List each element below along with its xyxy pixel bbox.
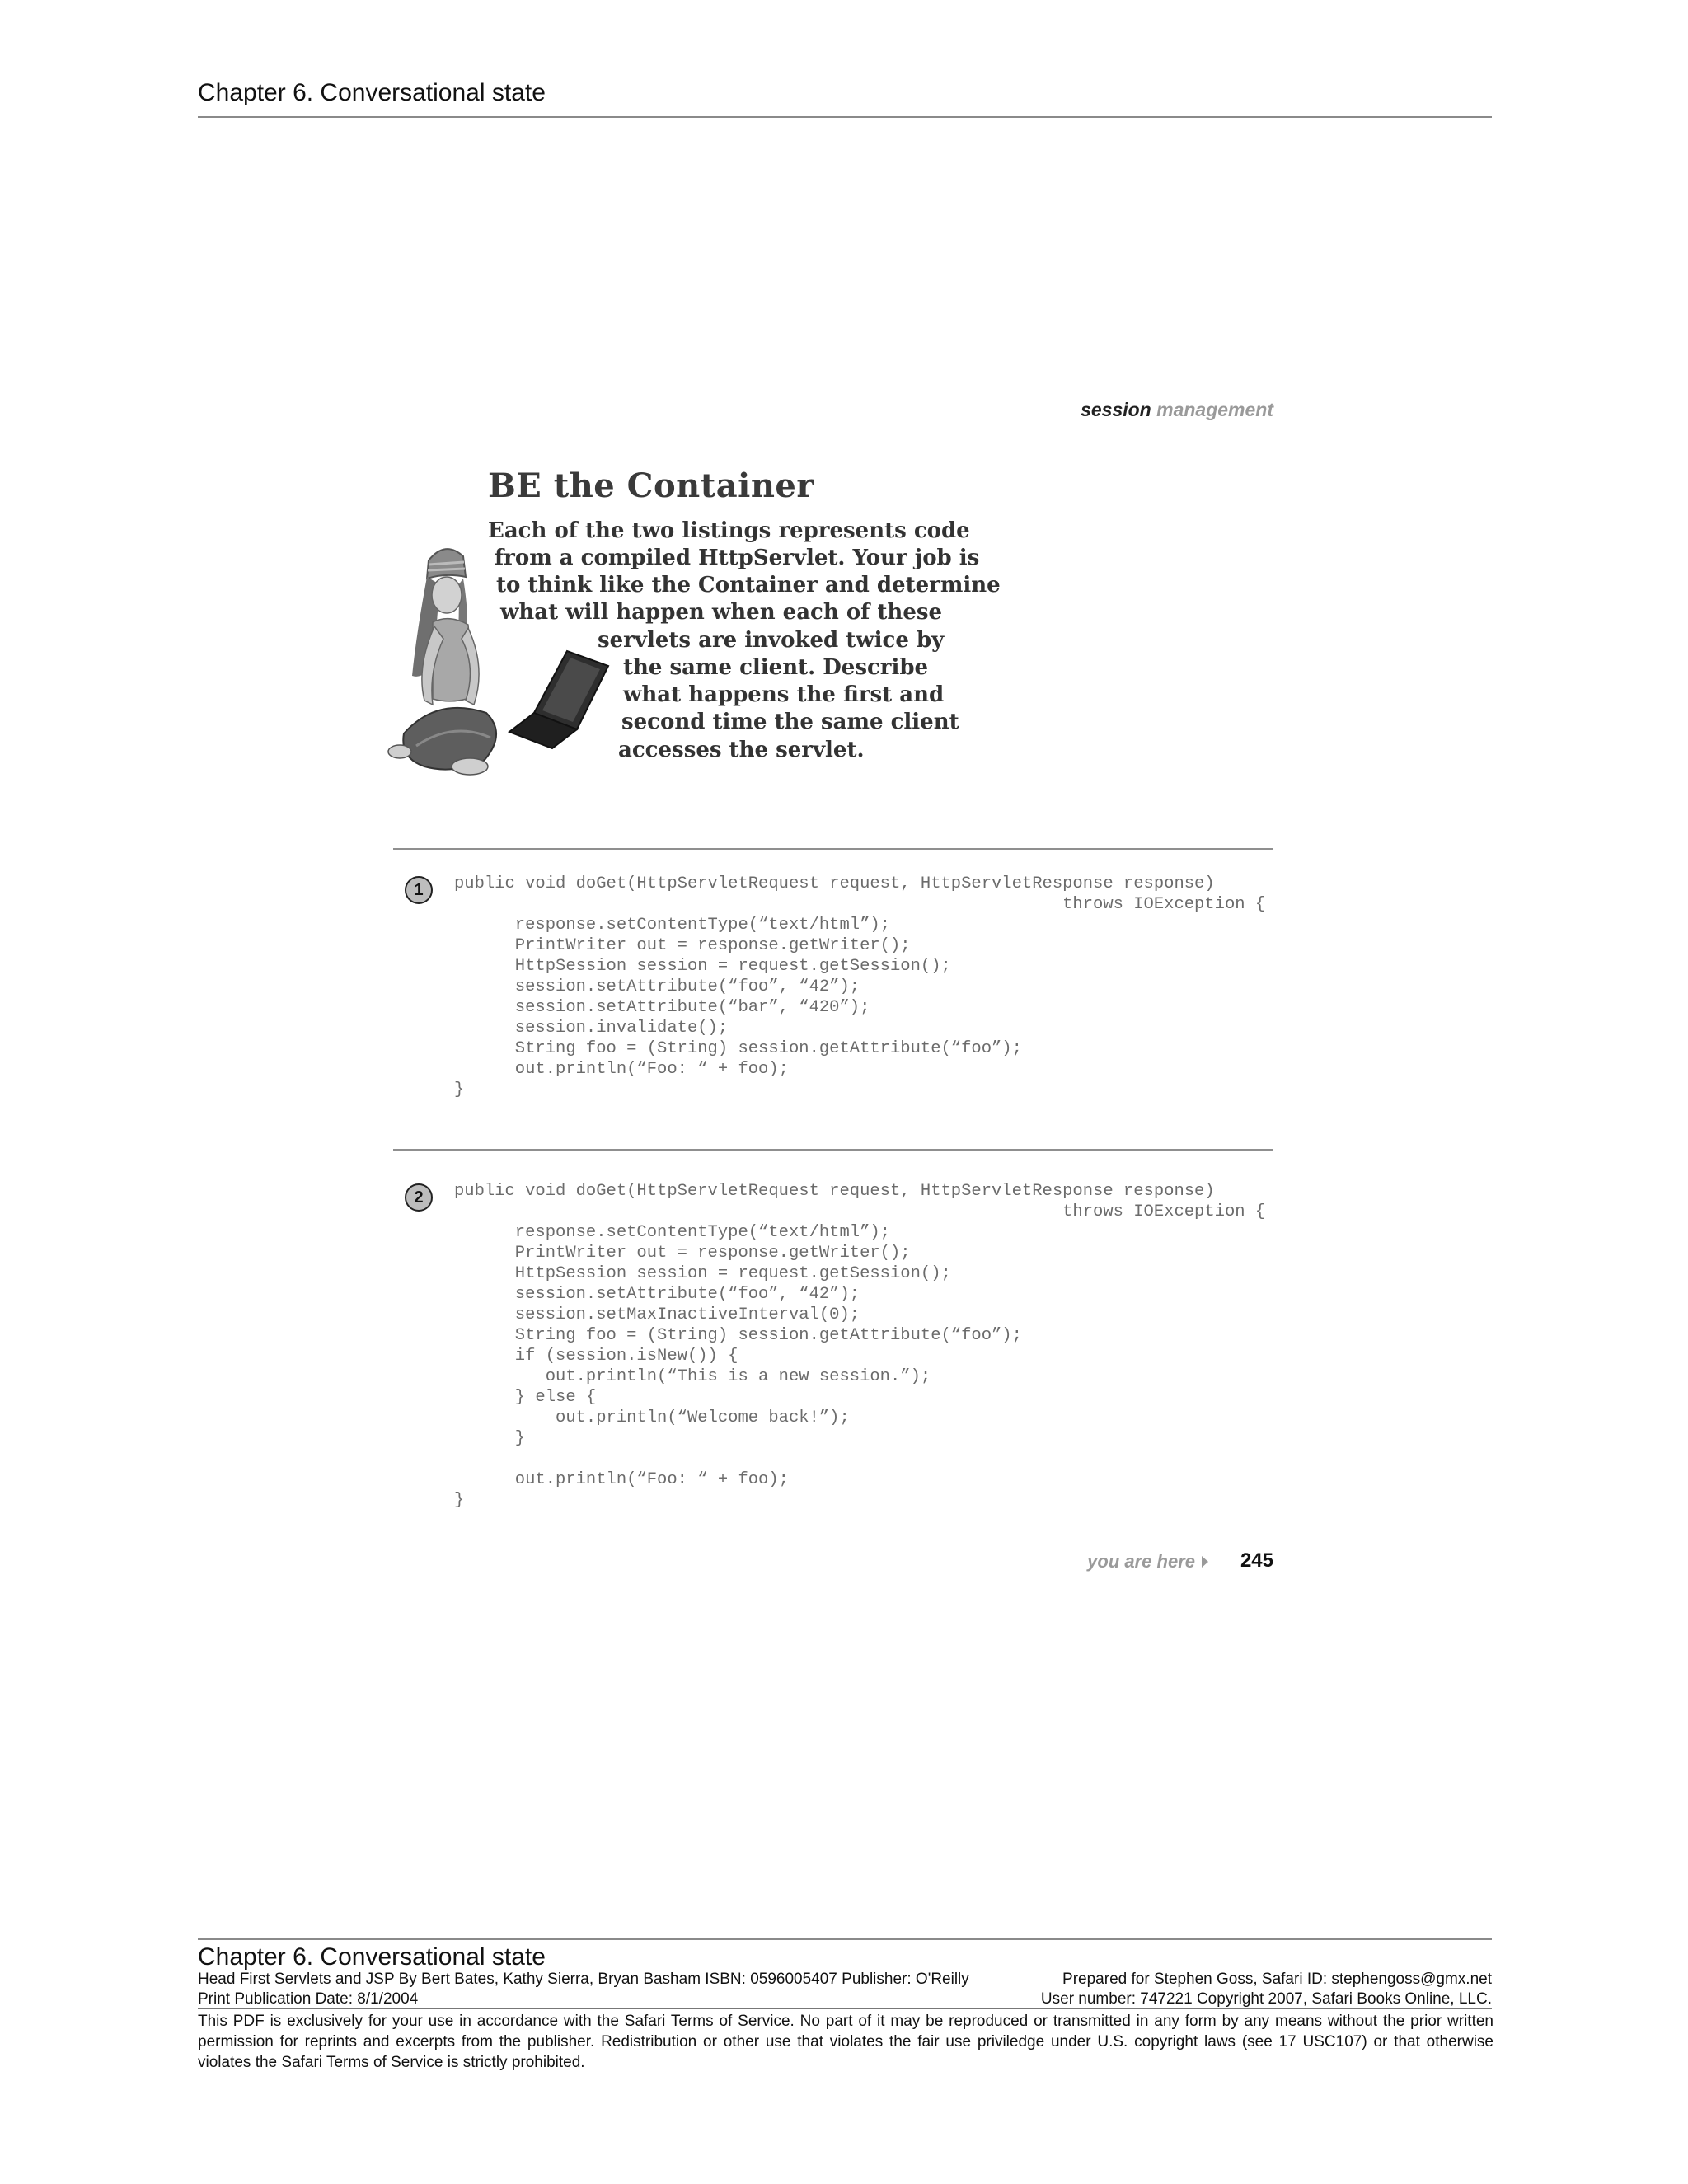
header-divider: [198, 116, 1492, 118]
code-listing-1: public void doGet(HttpServletRequest request, HttpServletResponse response) throws IOException { response.setContentType(“text/html”); PrintWriter out = response.getWriter(); HttpSession session = request.getSession(); session.setAttribute(“foo”, “42”); session.setAttribute(“bar”, “420”); session.invalidate(); String foo = (String) session.getAttribute(“foo”); out.println(“Foo: “ + foo); }: [454, 874, 1266, 1099]
listing-number-1: 1: [405, 876, 433, 904]
meditating-person-illustration: [387, 536, 659, 791]
footer-publication-date: Print Publication Date: 8/1/2004: [198, 1990, 419, 2008]
exercise-text-line: to think like the Container and determine: [496, 573, 1001, 598]
section-tag-primary: session: [1081, 399, 1151, 420]
code-listing-2: public void doGet(HttpServletRequest request, HttpServletResponse response) throws IOException { response.setContentType(“text/html”); PrintWriter out = response.getWriter(); HttpSession session = request.getSession(); session.setAttribute(“foo”, “42”); session.setMaxInactiveInterval(0); String foo = (String) session.getAttribute(“foo”); if (session.isNew()) { out.println(“This is a new session.”); } else { out.println(“Welcome back!”); } out.println(“Foo: “ + foo); }: [454, 1182, 1266, 1510]
footer-divider: [198, 1938, 1492, 1940]
footer-prepared-for: Prepared for Stephen Goss, Safari ID: stephengoss@gmx.net: [1062, 1971, 1492, 1988]
chapter-header: Chapter 6. Conversational state: [198, 79, 546, 106]
exercise-title: BE the Container: [488, 466, 814, 505]
listing-divider: [393, 1149, 1273, 1151]
exercise-text-line: second time the same client: [621, 710, 959, 734]
page-number: 245: [1240, 1549, 1273, 1572]
footer-thin-divider: [198, 2008, 1492, 2009]
section-tag: [989, 399, 1273, 421]
listing-divider: [393, 848, 1273, 850]
exercise-text-line: servlets are invoked twice by: [598, 628, 945, 653]
exercise-text-line: what will happen when each of these: [500, 600, 943, 625]
exercise-text-line: from a compiled HttpServlet. Your job is: [495, 546, 980, 570]
footer-chapter-title: Chapter 6. Conversational state: [198, 1943, 546, 1971]
footer-book-info: Head First Servlets and JSP By Bert Bates, Kathy Sierra, Bryan Basham ISBN: 0596005407 Publisher: O'Reilly: [198, 1971, 969, 1988]
footer-disclaimer: This PDF is exclusively for your use in accordance with the Safari Terms of Service. No part of it may be reproduced or transmitted in any form by any means without the prior written permission for reprints and excerpts from the publisher. Redistribution or other use that violates the fair use priviledge under U.S. copyright laws (see 17 USC107) or that otherwise violates the Safari Terms of Service is strictly prohibited.: [198, 2013, 1493, 2071]
exercise-text-line: the same client. Describe: [623, 655, 929, 680]
you-are-here-label: you are here: [1087, 1551, 1195, 1572]
footer-user-number: User number: 747221 Copyright 2007, Safari Books Online, LLC.: [1040, 1990, 1492, 2008]
section-tag-secondary: management: [1156, 399, 1273, 420]
arrow-right-icon: [1202, 1556, 1208, 1568]
exercise-text-line: accesses the servlet.: [618, 738, 865, 762]
exercise-text-line: Each of the two listings represents code: [488, 518, 970, 543]
exercise-text-line: what happens the first and: [623, 682, 945, 707]
listing-number-2: 2: [405, 1183, 433, 1212]
